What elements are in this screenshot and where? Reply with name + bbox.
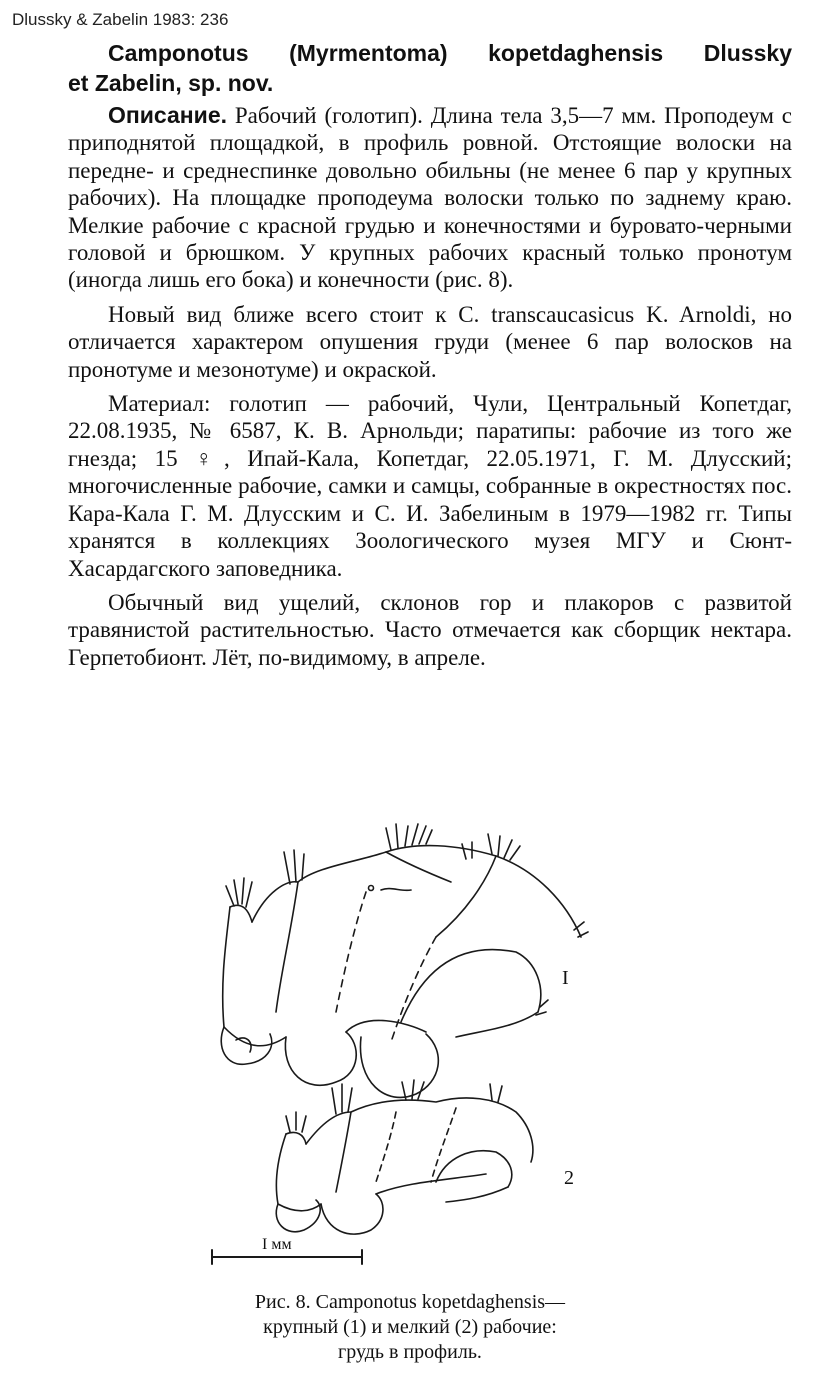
caption-line-3: грудь в профиль. [338,1341,482,1363]
source-citation: Dlussky & Zabelin 1983: 236 [12,10,229,29]
article-body [68,38,792,678]
description-lead: Описание. [108,102,227,128]
ecology-paragraph: Обычный вид ущелий, склонов гор и плакоров с развитой травянистой растительностью. Часто отмечается как сборщик нектара. Герпетобионт. Лёт, по-видимому, в апреле. [68,589,792,670]
caption-line-2: крупный (1) и мелкий (2) рабочие: [263,1316,557,1338]
species-title [68,38,792,98]
drawing-label-1: I [562,967,569,989]
description-text: Рабочий (голотип). Длина тела 3,5—7 мм. Проподеум с приподнятой площадкой, в профиль ровной. Отстоящие волоски на передне- и среднеспинке довольно обильны (не менее 6 пар у крупных рабочих). На площадке проподеума волоски только по заднему краю. Мелкие рабочие с красной грудью и конечностями и буровато-черными головой и брюшком. У крупных рабочих красный только пронотум (иногда лишь его бока) и конечности (рис. 8). [68,103,792,293]
description-paragraph [68,102,792,294]
mesosoma-drawings [186,812,626,1282]
drawing-label-2: 2 [564,1167,574,1189]
title-line-2: et Zabelin, sp. nov. [68,70,274,96]
comparison-paragraph: Новый вид ближе всего стоит к C. transcaucasicus K. Arnoldi, но отличается характером опушения груди (менее 6 пар волосков на пронотуме и мезонотуме) и окраской. [68,301,792,382]
small-worker-drawing [276,1080,533,1234]
figure-8 [186,812,626,1282]
large-worker-drawing [221,824,588,1097]
title-line-1: Camponotus (Myrmentoma) kopetdaghensis Dlussky [108,40,792,66]
scale-bar-label: I мм [262,1236,292,1253]
figure-caption [160,1290,660,1365]
material-paragraph: Материал: голотип — рабочий, Чули, Центральный Копетдаг, 22.08.1935, № 6587, К. В. Арнольди; паратипы: рабочие из того же гнезда; 15 ♀, Ипай-Кала, Копетдаг, 22.05.1971, Г. М. Длусский; многочисленные рабочие, самки и самцы, собранные в окрестностях пос. Кара-Кала Г. М. Длусским и С. И. Забелиным в 1979—1982 гг. Типы хранятся в коллекциях Зоологического музея МГУ и Сюнт-Хасардагского заповедника. [68,391,792,581]
caption-line-1: Рис. 8. Camponotus kopetdaghensis— [254,1291,566,1313]
